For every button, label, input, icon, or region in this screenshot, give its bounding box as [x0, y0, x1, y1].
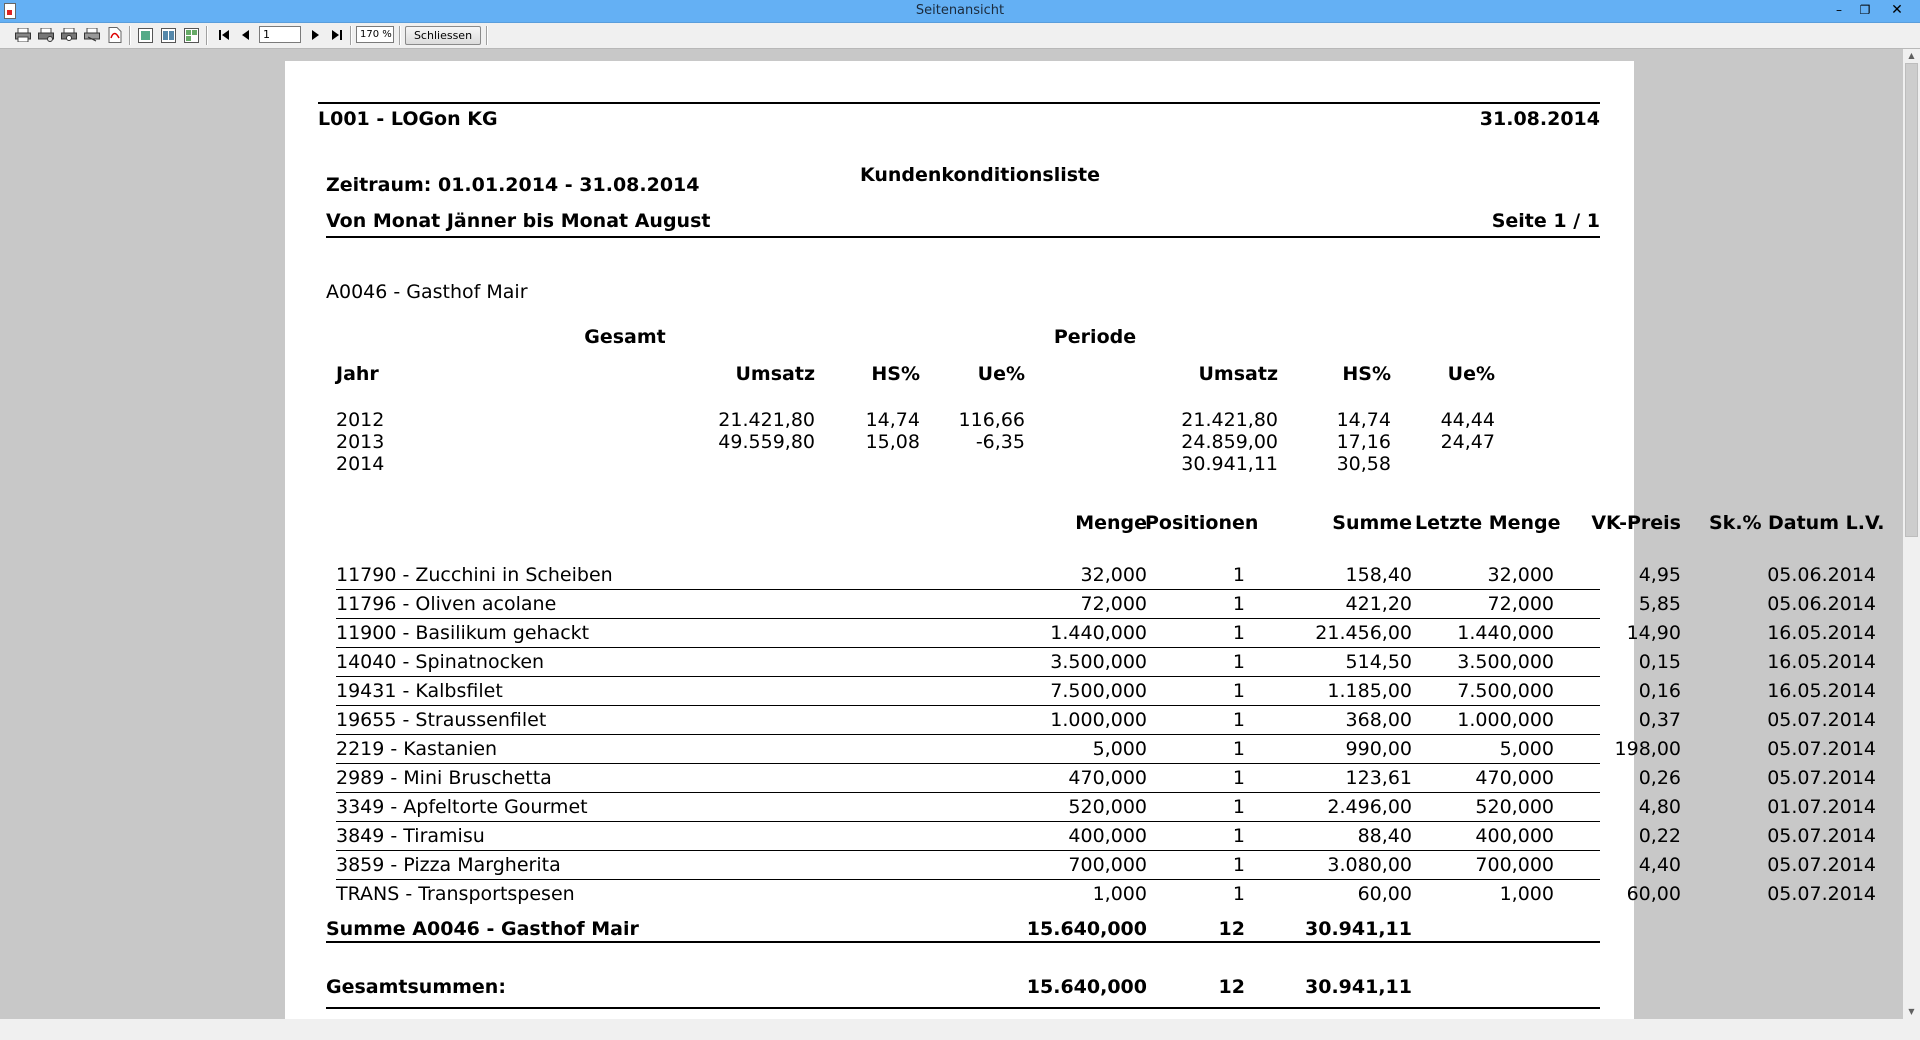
total-rule — [326, 1007, 1600, 1009]
item-price: 4,40 — [1638, 854, 1681, 876]
header-rule — [318, 102, 1600, 104]
item-price: 60,00 — [1626, 883, 1681, 905]
item-last-quantity: 470,000 — [1475, 767, 1554, 789]
items-header-date: Datum L.V. — [1768, 512, 1885, 534]
summary-header-hs: HS% — [871, 363, 920, 385]
subtotal-quantity: 15.640,000 — [1026, 918, 1147, 940]
item-date: 16.05.2014 — [1767, 680, 1876, 702]
item-name: 2989 - Mini Bruschetta — [336, 767, 552, 789]
row-divider — [336, 879, 1600, 880]
item-quantity: 7.500,000 — [1050, 680, 1147, 702]
item-positions: 1 — [1232, 738, 1245, 760]
scroll-down-icon[interactable]: ▼ — [1908, 1007, 1915, 1016]
row-divider — [336, 647, 1600, 648]
page-indicator: Seite 1 / 1 — [1491, 210, 1600, 232]
items-header-positions: Positionen — [1145, 512, 1259, 534]
item-name: 11790 - Zucchini in Scheiben — [336, 564, 613, 586]
item-positions: 1 — [1232, 564, 1245, 586]
two-pages-icon[interactable] — [160, 27, 177, 43]
item-sum: 88,40 — [1357, 825, 1412, 847]
row-divider — [336, 734, 1600, 735]
row-divider — [336, 589, 1600, 590]
item-sum: 2.496,00 — [1327, 796, 1412, 818]
item-sum: 990,00 — [1345, 738, 1412, 760]
preview-toolbar — [0, 23, 1920, 49]
report-months: Von Monat Jänner bis Monat August — [326, 210, 711, 232]
items-header-quantity: Menge — [1075, 512, 1147, 534]
row-divider — [336, 850, 1600, 851]
item-positions: 1 — [1232, 825, 1245, 847]
item-quantity: 72,000 — [1080, 593, 1147, 615]
summary-header-period-revenue: Umsatz — [1198, 363, 1278, 385]
total-sum: 30.941,11 — [1305, 976, 1412, 998]
item-quantity: 3.500,000 — [1050, 651, 1147, 673]
item-positions: 1 — [1232, 709, 1245, 731]
item-date: 05.07.2014 — [1767, 709, 1876, 731]
item-last-quantity: 1,000 — [1499, 883, 1554, 905]
scrollbar-thumb[interactable] — [1905, 63, 1918, 537]
items-header-sum: Summe — [1332, 512, 1412, 534]
item-positions: 1 — [1232, 767, 1245, 789]
summary-header-year: Jahr — [336, 363, 379, 385]
item-sum: 421,20 — [1345, 593, 1412, 615]
row-divider — [336, 676, 1600, 677]
item-name: TRANS - Transportspesen — [336, 883, 575, 905]
row-divider — [336, 763, 1600, 764]
item-date: 05.06.2014 — [1767, 564, 1876, 586]
item-positions: 1 — [1232, 854, 1245, 876]
subtotal-positions: 12 — [1218, 918, 1245, 940]
item-price: 0,15 — [1638, 651, 1681, 673]
item-date: 05.07.2014 — [1767, 767, 1876, 789]
item-date: 05.06.2014 — [1767, 593, 1876, 615]
total-quantity: 15.640,000 — [1026, 976, 1147, 998]
item-name: 2219 - Kastanien — [336, 738, 498, 760]
items-header-last-quantity: Letzte Menge — [1415, 512, 1561, 534]
item-positions: 1 — [1232, 883, 1245, 905]
row-divider — [336, 792, 1600, 793]
item-price: 4,95 — [1638, 564, 1681, 586]
item-last-quantity: 7.500,000 — [1457, 680, 1554, 702]
item-positions: 1 — [1232, 680, 1245, 702]
item-date: 01.07.2014 — [1767, 796, 1876, 818]
subtotal-label: Summe A0046 - Gasthof Mair — [326, 918, 639, 940]
item-sum: 21.456,00 — [1315, 622, 1412, 644]
last-page-icon[interactable] — [328, 27, 345, 43]
vertical-scrollbar[interactable] — [1903, 49, 1920, 1019]
item-last-quantity: 1.440,000 — [1457, 622, 1554, 644]
group-period-label: Periode — [1053, 326, 1137, 348]
item-last-quantity: 400,000 — [1475, 825, 1554, 847]
print-icon[interactable] — [14, 27, 31, 43]
pdf-export-icon[interactable] — [106, 27, 123, 43]
print-preview-icon[interactable] — [60, 27, 77, 43]
item-price: 198,00 — [1614, 738, 1681, 760]
group-total-label: Gesamt — [584, 326, 666, 348]
summary-header-revenue: Umsatz — [735, 363, 815, 385]
item-quantity: 5,000 — [1092, 738, 1147, 760]
item-price: 0,22 — [1638, 825, 1681, 847]
summary-header-period-hs: HS% — [1342, 363, 1391, 385]
item-last-quantity: 1.000,000 — [1457, 709, 1554, 731]
item-sum: 60,00 — [1357, 883, 1412, 905]
restore-button[interactable]: ❐ — [1859, 3, 1871, 17]
multi-page-icon[interactable] — [183, 27, 200, 43]
item-quantity: 1.440,000 — [1050, 622, 1147, 644]
scroll-up-icon[interactable]: ▲ — [1908, 51, 1915, 60]
item-quantity: 400,000 — [1068, 825, 1147, 847]
report-title: Kundenkonditionsliste — [859, 164, 1101, 186]
subtotal-sum: 30.941,11 — [1305, 918, 1412, 940]
item-quantity: 520,000 — [1068, 796, 1147, 818]
single-page-icon[interactable] — [137, 27, 154, 43]
minimize-button[interactable]: – — [1836, 3, 1842, 17]
item-sum: 158,40 — [1345, 564, 1412, 586]
item-name: 3349 - Apfeltorte Gourmet — [336, 796, 588, 818]
item-positions: 1 — [1232, 651, 1245, 673]
item-name: 14040 - Spinatnocken — [336, 651, 545, 673]
item-sum: 514,50 — [1345, 651, 1412, 673]
item-date: 16.05.2014 — [1767, 651, 1876, 673]
subtotal-rule — [326, 941, 1600, 943]
item-name: 11900 - Basilikum gehackt — [336, 622, 590, 644]
item-price: 0,37 — [1638, 709, 1681, 731]
next-page-icon[interactable] — [306, 27, 323, 43]
row-divider — [336, 618, 1600, 619]
item-price: 4,80 — [1638, 796, 1681, 818]
item-sum: 368,00 — [1345, 709, 1412, 731]
item-date: 05.07.2014 — [1767, 854, 1876, 876]
page-number-input[interactable] — [259, 26, 301, 43]
item-last-quantity: 32,000 — [1487, 564, 1554, 586]
first-page-icon[interactable] — [215, 27, 232, 43]
item-sum: 3.080,00 — [1327, 854, 1412, 876]
total-positions: 12 — [1218, 976, 1245, 998]
print-all-icon[interactable] — [83, 27, 100, 43]
item-name: 3859 - Pizza Margherita — [336, 854, 561, 876]
item-quantity: 470,000 — [1068, 767, 1147, 789]
company-name: L001 - LOGon KG — [318, 108, 498, 130]
item-date: 05.07.2014 — [1767, 825, 1876, 847]
toolbar-separator — [486, 26, 488, 45]
item-price: 14,90 — [1626, 622, 1681, 644]
item-last-quantity: 520,000 — [1475, 796, 1554, 818]
item-name: 3849 - Tiramisu — [336, 825, 485, 847]
row-divider — [336, 821, 1600, 822]
printer-setup-icon[interactable] — [37, 27, 54, 43]
item-last-quantity: 72,000 — [1487, 593, 1554, 615]
items-header-discount: Sk.% — [1709, 512, 1762, 534]
toolbar-separator — [399, 26, 401, 45]
item-positions: 1 — [1232, 796, 1245, 818]
item-quantity: 1,000 — [1092, 883, 1147, 905]
item-price: 5,85 — [1638, 593, 1681, 615]
toolbar-separator — [350, 26, 352, 45]
item-date: 05.07.2014 — [1767, 738, 1876, 760]
item-sum: 1.185,00 — [1327, 680, 1412, 702]
customer-name: A0046 - Gasthof Mair — [326, 281, 528, 303]
status-bar — [0, 1019, 1920, 1040]
item-quantity: 1.000,000 — [1050, 709, 1147, 731]
report-date: 31.08.2014 — [1479, 108, 1600, 130]
item-price: 0,16 — [1638, 680, 1681, 702]
item-last-quantity: 700,000 — [1475, 854, 1554, 876]
toolbar-separator — [129, 26, 131, 45]
item-name: 19655 - Straussenfilet — [336, 709, 547, 731]
item-date: 16.05.2014 — [1767, 622, 1876, 644]
window-title: Seitenansicht — [915, 3, 1005, 18]
item-quantity: 700,000 — [1068, 854, 1147, 876]
window-title-bar — [0, 0, 1920, 23]
item-positions: 1 — [1232, 593, 1245, 615]
report-page — [285, 61, 1885, 1019]
item-positions: 1 — [1232, 622, 1245, 644]
summary-header-ue: Ue% — [977, 363, 1025, 385]
item-date: 05.07.2014 — [1767, 883, 1876, 905]
summary-header-period-ue: Ue% — [1447, 363, 1495, 385]
report-period: Zeitraum: 01.01.2014 - 31.08.2014 — [326, 174, 700, 196]
items-header-price: VK-Preis — [1591, 512, 1681, 534]
header-bottom-rule — [326, 236, 1600, 238]
item-quantity: 32,000 — [1080, 564, 1147, 586]
total-label: Gesamtsummen: — [326, 976, 506, 998]
zoom-field[interactable]: 170 % — [356, 26, 394, 43]
item-price: 0,26 — [1638, 767, 1681, 789]
close-window-button[interactable]: ✕ — [1891, 2, 1903, 18]
row-divider — [336, 705, 1600, 706]
previous-page-icon[interactable] — [237, 27, 254, 43]
item-last-quantity: 3.500,000 — [1457, 651, 1554, 673]
toolbar-separator — [206, 26, 208, 45]
item-name: 11796 - Oliven acolane — [336, 593, 557, 615]
report-content: L001 - LOGon KG 31.08.2014 Kundenkonditionsliste Zeitraum: 01.01.2014 - 31.08.2014 Von Monat Jänner bis Monat August Seite 1 / 1 A0046 - Gasthof Mair Gesamt Periode Jahr Umsatz HS% Ue% Umsatz HS% Ue% 2012 21.421,80 14,74 116,66 21.421,80 14,74 44,44 2013 49.559,80 15,08 -6,35 24.859,00 17,16 24,47 2014 30.941,11 30,58 Menge Positionen Summe Letzte Menge VK-Preis Sk.% Datum L.V. 11790 - Zucchini in Scheiben 32,000 1 158,40 32,000 4,95 05.06.2014 11796 - Oliven acolane 72,000 1 421,20 72,000 5,85 05.06.2014 11900 - Basilikum gehackt 1.440,000 1 21.456,00 1.440,000 14,90 16.05.2014 14040 - Spinatnocken 3.500,000 1 514,50 3.500,000 0,15 16.05.2014 19431 - Kalbsfilet 7.500,000 1 1.185,00 7.500,000 0,16 16.05.2014 19655 - Straussenfilet 1.000,000 1 368,00 1.000,000 0,37 05.07.2014 2219 - Kastanien 5,000 1 990,00 5,000 198,00 05.07.2014 2989 - Mini Bruschetta 470,000 1 123,61 470,000 0,26 05.07.2014 3349 - Apfeltorte Gourmet 520,000 1 2.496,00 520,000 4,80 01.07.2014 3849 - Tiramisu 400,000 1 88,40 400,000 0,22 05.07.2014 3859 - Pizza Margherita 700,000 1 3.080,00 700,000 4,40 05.07.2014 TRANS - Transportspesen 1,000 1 60,00 1,000 60,00 05.07.2014 Summe A0046 - Gasthof Mair 15.640,000 12 30.941,11 Gesamtsummen: 15.640,000 12 30.941,11 — [285, 61, 1634, 1019]
close-preview-button[interactable]: Schliessen — [405, 26, 481, 45]
item-sum: 123,61 — [1345, 767, 1412, 789]
item-name: 19431 - Kalbsfilet — [336, 680, 503, 702]
item-last-quantity: 5,000 — [1499, 738, 1554, 760]
